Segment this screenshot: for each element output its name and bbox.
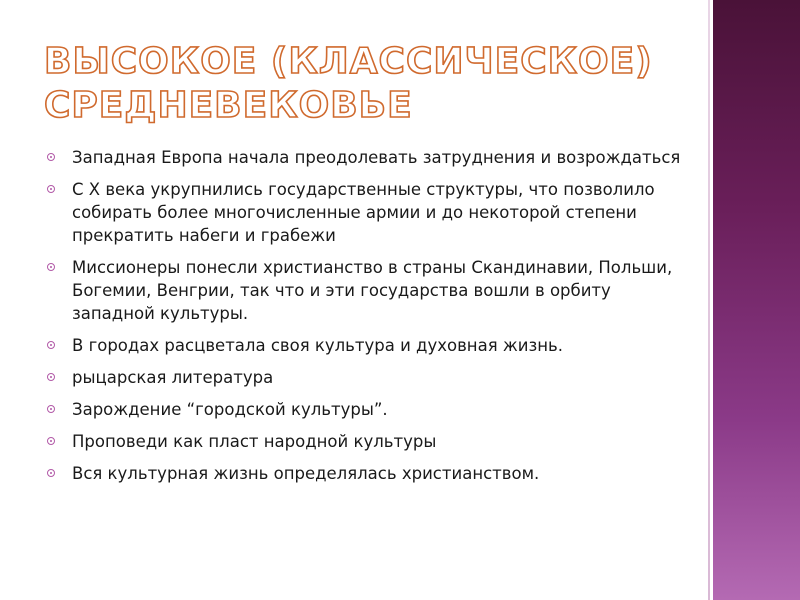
bullet-item <box>44 366 684 389</box>
bullet-circle-icon <box>47 373 55 381</box>
bullet-item <box>44 146 684 169</box>
bullet-item <box>44 178 684 247</box>
slide-title-line-1: ВЫСОКОЕ (КЛАССИЧЕСКОЕ) <box>44 41 653 82</box>
bullet-circle-icon <box>47 153 55 161</box>
bullet-circle-icon <box>47 437 55 445</box>
bullet-list <box>44 146 684 494</box>
bullet-text: С X века укрупнились государственные структуры, что позволило собирать более многочисленные армии и до некоторой степени прекратить набеги и грабежи <box>72 180 655 245</box>
bullet-text: Проповеди как пласт народной культуры <box>72 432 437 451</box>
bullet-circle-icon <box>47 469 55 477</box>
bullet-item <box>44 398 684 421</box>
bullet-item <box>44 430 684 453</box>
side-divider <box>708 0 710 600</box>
slide-title <box>44 40 694 128</box>
bullet-text: Зарождение “городской культуры”. <box>72 400 388 419</box>
bullet-circle-icon <box>47 185 55 193</box>
bullet-circle-icon <box>47 341 55 349</box>
bullet-item <box>44 334 684 357</box>
bullet-item <box>44 256 684 325</box>
bullet-item <box>44 462 684 485</box>
bullet-text: Вся культурная жизнь определялась христианством. <box>72 464 540 483</box>
bullet-circle-icon <box>47 263 55 271</box>
side-band <box>713 0 800 600</box>
bullet-text: В городах расцветала своя культура и духовная жизнь. <box>72 336 563 355</box>
bullet-circle-icon <box>47 405 55 413</box>
bullet-text: рыцарская литература <box>72 368 274 387</box>
bullet-text: Миссионеры понесли христианство в страны Скандинавии, Польши, Богемии, Венгрии, так что и эти государства вошли в орбиту западной культуры. <box>72 258 673 323</box>
slide-title-line-2: СРЕДНЕВЕКОВЬЕ <box>44 85 413 126</box>
bullet-text: Западная Европа начала преодолевать затруднения и возрождаться <box>72 148 681 167</box>
